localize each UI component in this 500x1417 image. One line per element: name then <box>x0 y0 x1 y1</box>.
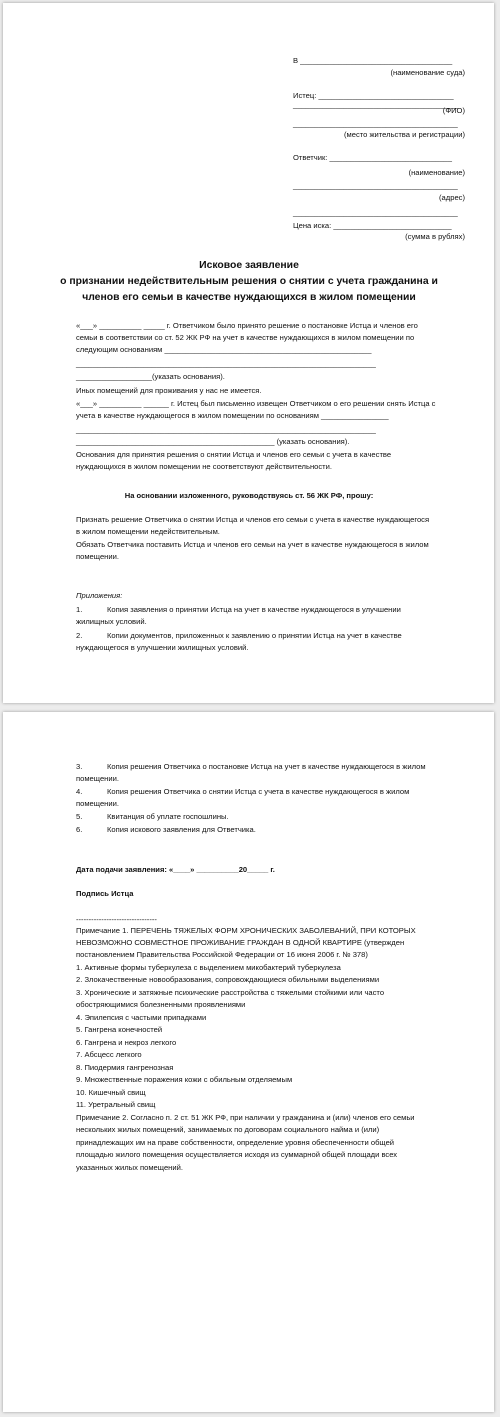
note-line: Примечание 1. ПЕРЕЧЕНЬ ТЯЖЕЛЫХ ФОРМ ХРОНИЧЕСКИХ ЗАБОЛЕВАНИЙ, ПРИ КОТОРЫХ <box>76 926 416 935</box>
note-line: постановлением Правительства Российской Федерации от 16 июня 2006 г. № 378) <box>76 950 368 959</box>
document-title: членов его семьи в качестве нуждающихся в жилом помещении <box>82 292 416 303</box>
note-line: нескольких жилых помещений, занимаемых по договорам социального найма и (или) <box>76 1125 380 1134</box>
name-caption: (наименование) <box>408 168 465 177</box>
body-line: Основания для принятия решения о снятии Истца и членов его семьи с учета в качестве <box>76 450 392 459</box>
attachment-text: Копия решения Ответчика о снятии Истца с учета в качестве нуждающегося в жилом <box>107 787 410 796</box>
blank-line: _______________________________________ <box>293 208 458 217</box>
attachment-text: жилищных условий. <box>76 617 147 626</box>
body-line: учета в качестве нуждающегося в жилом помещении по основаниям ________________ <box>76 411 389 420</box>
note-line: обостряющимися болезненными проявлениями <box>76 1000 246 1009</box>
note-line: 1. Активные формы туберкулеза с выделением микобактерий туберкулеза <box>76 963 341 972</box>
body-line: «___» __________ ______ г. Истец был письменно извещен Ответчиком о его решении снять Истца с <box>76 399 436 408</box>
fio-caption: (ФИО) <box>442 106 465 115</box>
attachment-text: Копия решения Ответчика о постановке Истца на учет в качестве нуждающегося в жилом <box>107 762 426 771</box>
note-line: НЕВОЗМОЖНО СОВМЕСТНОЕ ПРОЖИВАНИЕ ГРАЖДАН В ОДНОЙ КВАРТИРЕ (утвержден <box>76 938 405 947</box>
separator: -------------------------------- <box>76 915 157 924</box>
body-line: __________________(указать основания). <box>76 372 225 381</box>
court-line: В ____________________________________ <box>293 56 453 65</box>
sum-caption: (сумма в рублях) <box>405 232 465 241</box>
blank-line: _______________________________________ <box>293 119 458 128</box>
request-line: Признать решение Ответчика о снятии Истца и членов его семьи с учета в качестве нуждающегося <box>76 515 430 524</box>
attachment-number: 4. <box>76 787 83 796</box>
attachment-number: 5. <box>76 812 83 821</box>
note-line: указанных жилых помещений. <box>76 1163 183 1172</box>
body-line: нуждающихся в жилом помещении не соответствуют действительности. <box>76 462 332 471</box>
note-line: 3. Хронические и затяжные психические расстройства с тяжелыми стойкими или часто <box>76 988 385 997</box>
note-line: 2. Злокачественные новообразования, сопровождающиеся обильными выделениями <box>76 975 380 984</box>
attachment-number: 2. <box>76 631 83 640</box>
defendant-line: Ответчик: _____________________________ <box>293 153 452 162</box>
blank-line: _______________________________________ <box>293 181 458 190</box>
note-line: 9. Множественные поражения кожи с обильным отделяемым <box>76 1075 293 1084</box>
body-line: семьи в соответствии со ст. 52 ЖК РФ на учет в качестве нуждающихся в жилом помещении по <box>76 333 415 342</box>
note-line: площадью жилого помещения осуществляется исходя из суммарной общей площади всех <box>76 1150 398 1159</box>
request-line: Обязать Ответчика поставить Истца и членов его семьи на учет в качестве нуждающегося в жилом <box>76 540 429 549</box>
body-line: Иных помещений для проживания у нас не имеется. <box>76 386 262 395</box>
note-line: 11. Уретральный свищ <box>76 1100 156 1109</box>
pray-heading: На основании изложенного, руководствуясь ст. 56 ЖК РФ, прошу: <box>124 491 374 500</box>
attachment-number: 1. <box>76 605 83 614</box>
address-caption: (адрес) <box>439 193 465 202</box>
attachments-heading: Приложения: <box>76 591 123 600</box>
document-page-1 <box>3 3 494 703</box>
residence-caption: (место жительства и регистрации) <box>343 130 465 139</box>
request-line: помещении. <box>76 552 119 561</box>
attachment-number: 6. <box>76 825 83 834</box>
note-line: 5. Гангрена конечностей <box>76 1025 163 1034</box>
note-line: 8. Пиодермия гангренозная <box>76 1063 174 1072</box>
document-title: Исковое заявление <box>199 260 299 271</box>
note-line: 6. Гангрена и некроз легкого <box>76 1038 177 1047</box>
body-line: _______________________________________________ (указать основания). <box>76 437 350 446</box>
attachment-number: 3. <box>76 762 83 771</box>
attachment-text: нуждающегося в улучшении жилищных условий. <box>76 643 249 652</box>
document-page-2 <box>3 712 494 1412</box>
plaintiff-line: Истец: ________________________________ <box>293 91 454 100</box>
court-caption: (наименование суда) <box>390 68 465 77</box>
body-line: «___» __________ _____ г. Ответчиком было принято решение о постановке Истца и членов его <box>76 321 418 330</box>
attachment-text: помещении. <box>76 774 119 783</box>
note-line: 10. Кишечный свищ <box>76 1088 146 1097</box>
request-line: в жилом помещении недействительным. <box>76 527 220 536</box>
attachment-text: Квитанция об уплате госпошлины. <box>107 812 229 821</box>
attachment-text: Копии документов, приложенных к заявлению о принятии Истца на учет в качестве <box>107 631 402 640</box>
note-line: 7. Абсцесс легкого <box>76 1050 142 1059</box>
blank-line: _______________________________________ <box>293 100 458 109</box>
attachment-text: помещении. <box>76 799 119 808</box>
attachment-text: Копия искового заявления для Ответчика. <box>107 825 256 834</box>
note-line: 4. Эпилепсия с частыми припадками <box>76 1013 207 1022</box>
document-title: о признании недействительным решения о снятии с учета гражданина и <box>60 276 438 287</box>
body-line: _______________________________________________________________________ <box>76 425 376 434</box>
filing-date-line: Дата подачи заявления: «____» __________20_____ г. <box>76 865 275 874</box>
body-line: следующим основаниям _________________________________________________ <box>76 345 372 354</box>
note-line: принадлежащих им на праве собственности, определение уровня обеспеченности общей <box>76 1138 395 1147</box>
body-line: _______________________________________________________________________ <box>76 359 376 368</box>
claim-price-line: Цена иска: ____________________________ <box>293 221 452 230</box>
attachment-text: Копия заявления о принятии Истца на учет в качестве нуждающегося в улучшении <box>107 605 401 614</box>
note-line: Примечание 2. Согласно п. 2 ст. 51 ЖК РФ, при наличии у гражданина и (или) членов его семьи <box>76 1113 415 1122</box>
signature-line: Подпись Истца <box>76 889 134 898</box>
